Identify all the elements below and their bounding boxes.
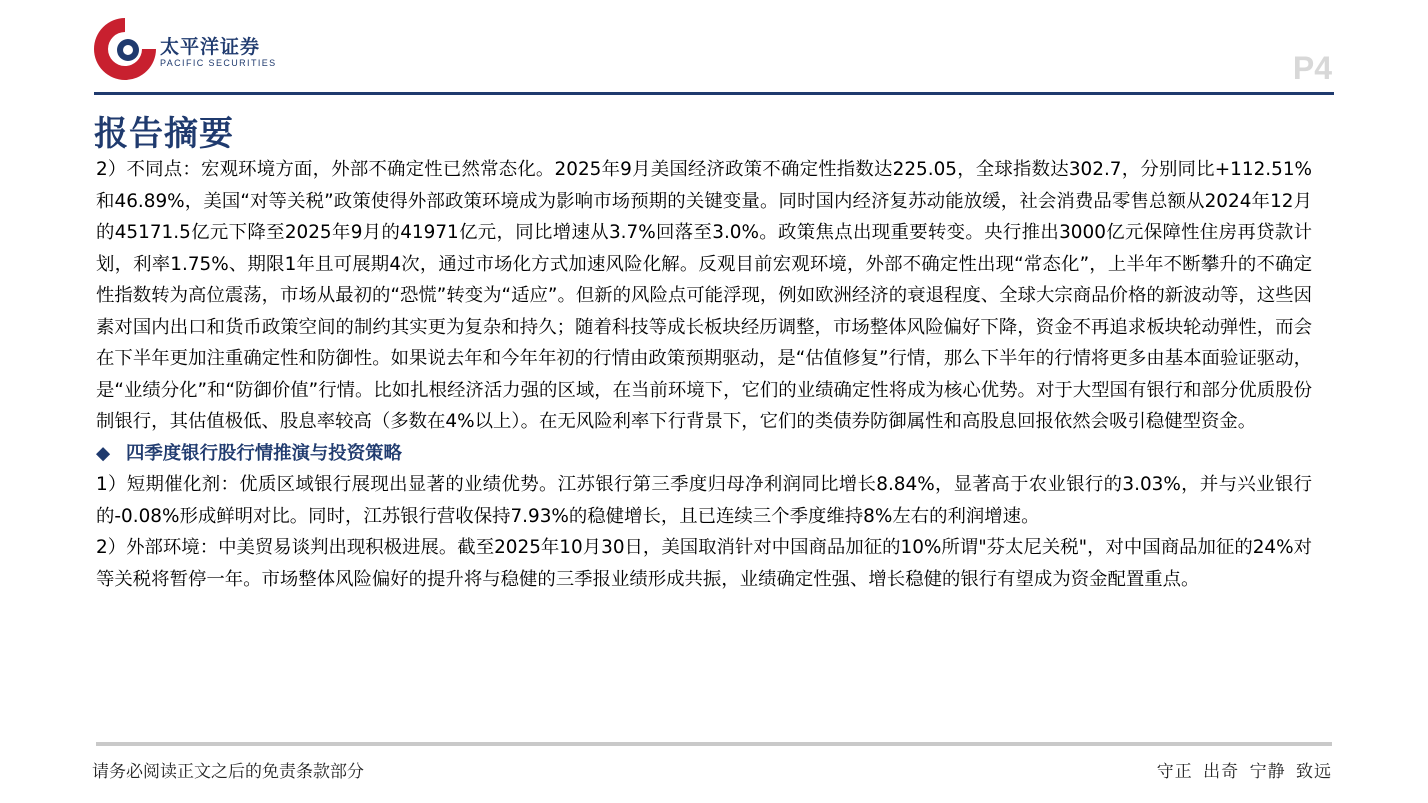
page-title: 报告摘要 [94, 114, 234, 154]
header-divider [94, 92, 1334, 95]
footer-disclaimer: 请务必阅读正文之后的免责条款部分 [92, 762, 364, 782]
footer-motto: 守正 出奇 宁静 致远 [1156, 762, 1332, 782]
report-body [96, 154, 1312, 595]
logo-emblem-icon [90, 14, 160, 84]
diamond-bullet-icon: ◆ [96, 442, 111, 464]
section-heading [96, 438, 1312, 470]
logo-text-en: PACIFIC SECURITIES [160, 58, 277, 68]
logo-text-cn: 太平洋证券 [160, 36, 261, 58]
footer-divider [96, 742, 1332, 746]
paragraph-external: 2）外部环境：中美贸易谈判出现积极进展。截至2025年10月30日，美国取消针对中国商品加征的10%所谓"芬太尼关税"，对中国商品加征的24%对等关税将暂停一年。市场整体风险偏好的提升将与稳健的三季报业绩形成共振，业绩确定性强、增长稳健的银行有望成为资金配置重点。 [96, 537, 1312, 590]
paragraph-catalyst: 1）短期催化剂：优质区域银行展现出显著的业绩优势。江苏银行第三季度归母净利润同比增长8.84%，显著高于农业银行的3.03%，并与兴业银行的-0.08%形成鲜明对比。同时，江苏银行营收保持7.93%的稳健增长，且已连续三个季度维持8%左右的利润增速。 [96, 474, 1312, 527]
section-heading-text: 四季度银行股行情推演与投资策略 [126, 442, 402, 464]
page-number: P4 [1292, 50, 1332, 86]
paragraph-differences: 2）不同点：宏观环境方面，外部不确定性已然常态化。2025年9月美国经济政策不确定性指数达225.05，全球指数达302.7，分别同比+112.51%和46.89%，美国“对等关税”政策使得外部政策环境成为影响市场预期的关键变量。同时国内经济复苏动能放缓，社会消费品零售总额从2024年12月的45171.5亿元下降至2025年9月的41971亿元，同比增速从3.7%回落至3.0%。政策焦点出现重要转变。央行推出3000亿元保障性住房再贷款计划，利率1.75%、期限1年且可展期4次，通过市场化方式加速风险化解。反观目前宏观环境，外部不确定性出现“常态化”，上半年不断攀升的不确定性指数转为高位震荡，市场从最初的“恐慌”转变为“适应”。但新的风险点可能浮现，例如欧洲经济的衰退程度、全球大宗商品价格的新波动等，这些因素对国内出口和货币政策空间的制约其实更为复杂和持久；随着科技等成长板块经历调整，市场整体风险偏好下降，资金不再追求板块轮动弹性，而会在下半年更加注重确定性和防御性。如果说去年和今年年初的行情由政策预期驱动，是“估值修复”行情，那么下半年的行情将更多由基本面验证驱动，是“业绩分化”和“防御价值”行情。比如扎根经济活力强的区域，在当前环境下，它们的业绩确定性将成为核心优势。对于大型国有银行和部分优质股份制银行，其估值极低、股息率较高（多数在4%以上）。在无风险利率下行背景下，它们的类债券防御属性和高股息回报依然会吸引稳健型资金。 [96, 159, 1312, 432]
